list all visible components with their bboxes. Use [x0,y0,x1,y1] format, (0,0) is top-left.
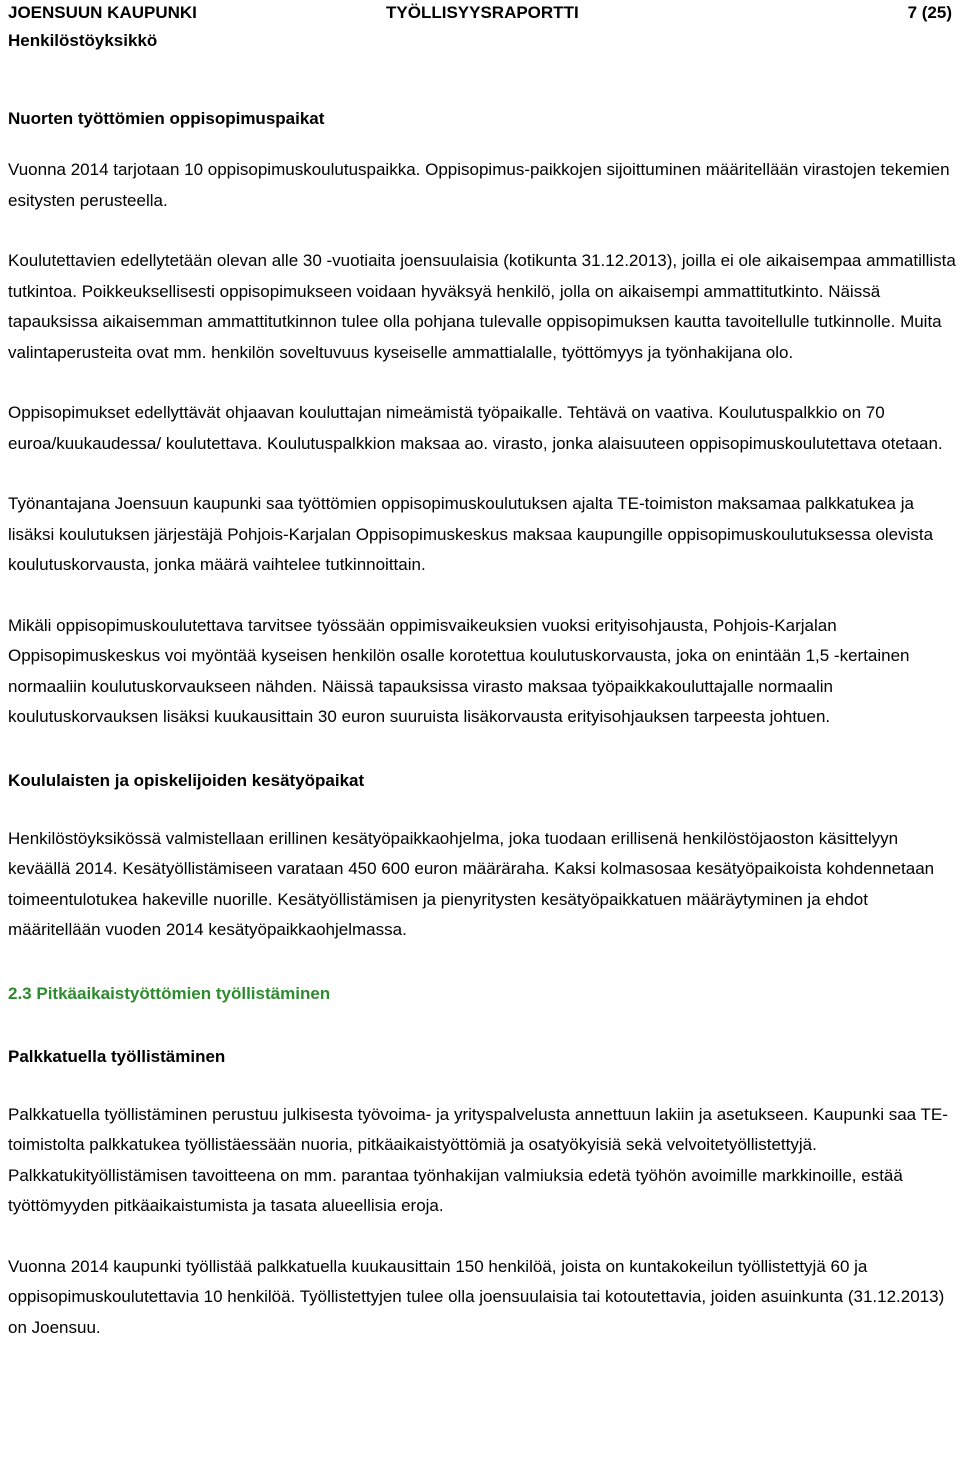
paragraph-palkkatuki-2: Vuonna 2014 kaupunki työllistää palkkatuella kuukausittain 150 henkilöä, joista on kuntakokeilun työllistettyjä 60 ja oppisopimuskoulutettavia 10 henkilöä. Työllistettyjen tulee olla joensuulaisia tai kotoutettavia, joiden asuinkunta (31.12.2013) on Joensuu. [8,1256,945,1337]
section-heading-nuorten: Nuorten työttömien oppisopimuspaikat [8,109,325,128]
paragraph-nuorten-1: Vuonna 2014 tarjotaan 10 oppisopimuskoulutuspaikka. Oppisopimus-paikkojen sijoittuminen määritellään virastojen tekemien esitysten perusteella. [8,160,950,210]
document-page [8,0,956,1343]
section-heading-kesatyo: Koululaisten ja opiskelijoiden kesätyöpaikat [8,770,365,790]
header-page-number: 7 (25) [907,3,952,22]
header-org: JOENSUUN KAUPUNKI [8,3,197,22]
header-doc-title: TYÖLLISYYSRAPORTTI [386,3,579,22]
paragraph-nuorten-3: Oppisopimukset edellyttävät ohjaavan kouluttajan nimeämistä työpaikalle. Tehtävä on vaativa. Koulutuspalkkio on 70 euroa/kuukaudessa/ koulutettava. Koulutuspalkkion maksaa ao. virasto, jonka alaisuuteen oppisopimuskoulutettava otetaan. [8,403,943,453]
paragraph-nuorten-5: Mikäli oppisopimuskoulutettava tarvitsee työssään oppimisvaikeuksien vuoksi erityisohjausta, Pohjois-Karjalan Oppisopimuskeskus voi myöntää kyseisen henkilön osalle korotettua koulutuskorvausta, joka on enintään 1,5 -kertainen normaaliin koulutuskorvaukseen nähden. Näissä tapauksissa virasto maksaa työpaikkakouluttajalle normaalin koulutuskorvauksen lisäksi kuukausittain 30 euron suuruista lisäkorvausta erityisohjauksen tarpeesta johtuen. [8,615,910,726]
paragraph-palkkatuki-1: Palkkatuella työllistäminen perustuu julkisesta työvoima- ja yrityspalvelusta annettuun lakiin ja asetukseen. Kaupunki saa TE-toimistolta palkkatukea työllistäessään nuoria, pitkäaikaistyöttömiä ja osatyökyisiä sekä velvoitetyöllistettyjä. Palkkatukityöllistämisen tavoitteena on mm. parantaa työnhakijan valmiuksia edetä työhön avoimille markkinoille, estää työttömyyden pitkäaikaistumista ja tasata alueellisia eroja. [8,1104,948,1215]
header-unit: Henkilöstöyksikkö [8,31,158,50]
paragraph-nuorten-4: Työnantajana Joensuun kaupunki saa työttömien oppisopimuskoulutuksen ajalta TE-toimiston maksamaa palkkatukea ja lisäksi koulutuksen järjestäjä Pohjois-Karjalan Oppisopimuskeskus maksaa kaupungille oppisopimuskoulutuksessa olevista koulutuskorvausta, jonka määrä vaihtelee tutkinnoittain. [8,494,934,574]
paragraph-kesatyo-1: Henkilöstöyksikössä valmistellaan erillinen kesätyöpaikkaohjelma, joka tuodaan erillisenä henkilöstöjaoston käsittelyyn keväällä 2014. Kesätyöllistämiseen varataan 450 600 euron määräraha. Kaksi kolmasosaa kesätyöpaikoista kohdennetaan toimeentulotukea hakeville nuorille. Kesätyöllistämisen ja pienyritysten kesätyöpaikkatuen määräytyminen ja ehdot määritellään vuoden 2014 kesätyöpaikkaohjelmassa. [8,828,935,939]
page-header [8,0,956,62]
section-heading-pitkaaikais: 2.3 Pitkäaikaistyöttömien työllistäminen [8,983,331,1003]
section-heading-palkkatuki: Palkkatuella työllistäminen [8,1046,226,1066]
paragraph-nuorten-2: Koulutettavien edellytetään olevan alle 30 -vuotiaita joensuulaisia (kotikunta 31.12.2013), joilla ei ole aikaisempaa ammatillista tutkintoa. Poikkeuksellisesti oppisopimukseen voidaan hyväksyä henkilö, jolla on aikaisempi ammattitutkinto. Näissä tapauksissa aikaisemman ammattitutkinnon tulee olla pohjana tulevalle oppisopimuksen kautta tavoitellulle tutkinnolle. Muita valintaperusteita ovat mm. henkilön soveltuvuus kyseiselle ammattialalle, työttömyys ja työnhakijana olo. [8,251,956,362]
